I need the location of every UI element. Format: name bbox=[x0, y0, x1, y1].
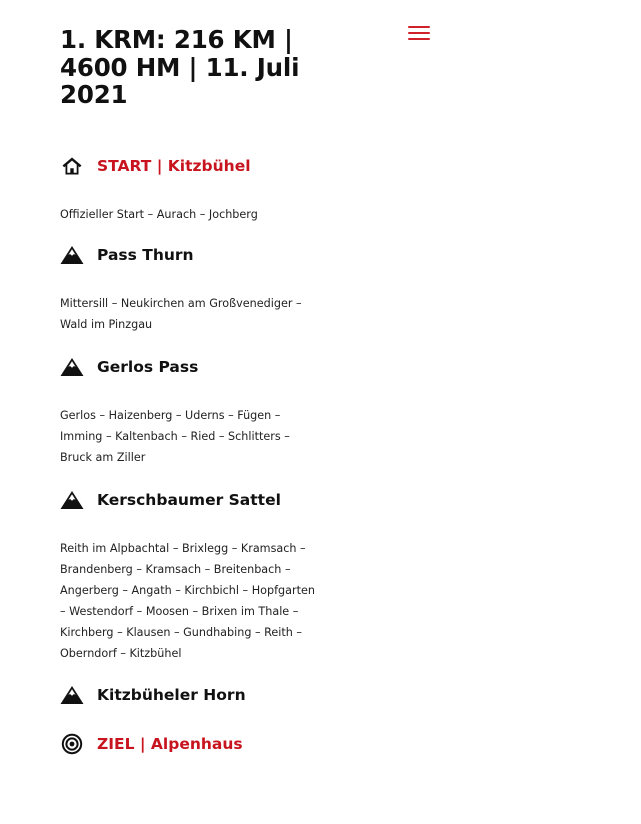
mountain-icon bbox=[60, 243, 84, 267]
target-icon bbox=[60, 732, 84, 756]
stage-description: Mittersill – Neukirchen am Großvenediger – Wald im Pinzgau bbox=[60, 296, 302, 331]
stage-title: Kitzbüheler Horn bbox=[97, 685, 246, 704]
mountain-icon bbox=[60, 683, 84, 707]
menu-bar-bottom bbox=[408, 38, 430, 40]
route-content bbox=[60, 26, 320, 757]
stage-title: ZIEL | Alpenhaus bbox=[97, 734, 243, 753]
stage-finish bbox=[60, 731, 320, 757]
mountain-icon bbox=[60, 488, 84, 512]
stage-description: Reith im Alpbachtal – Brixlegg – Kramsach – Brandenberg – Kramsach – Breitenbach – Angerberg – Angath – Kirchbichl – Hopfgarten – Westendorf – Moosen – Brixen im Thale – Kirchberg – Klausen – Gundhabing – Reith – Oberndorf – Kitzbühel bbox=[60, 541, 315, 660]
home-icon bbox=[60, 154, 84, 178]
stage-kerschbaumer-sattel bbox=[60, 487, 320, 513]
page-title: 1. KRM: 216 KM | 4600 HM | 11. Juli 2021 bbox=[60, 25, 300, 109]
stage-kitzbueheler-horn bbox=[60, 682, 320, 708]
stage-title: Pass Thurn bbox=[97, 245, 194, 264]
mountain-icon bbox=[60, 355, 84, 379]
stage-title: START | Kitzbühel bbox=[97, 156, 251, 175]
stage-start bbox=[60, 153, 320, 179]
menu-bar-middle bbox=[408, 32, 430, 34]
hamburger-menu-icon[interactable] bbox=[408, 24, 430, 42]
stage-description: Offizieller Start – Aurach – Jochberg bbox=[60, 207, 258, 221]
stage-gerlos-pass bbox=[60, 354, 320, 380]
stage-title: Kerschbaumer Sattel bbox=[97, 490, 281, 509]
stage-description: Gerlos – Haizenberg – Uderns – Fügen – Imming – Kaltenbach – Ried – Schlitters – Bruck am Ziller bbox=[60, 408, 290, 464]
stage-title: Gerlos Pass bbox=[97, 357, 199, 376]
menu-bar-top bbox=[408, 26, 430, 28]
stage-pass-thurn bbox=[60, 242, 320, 268]
